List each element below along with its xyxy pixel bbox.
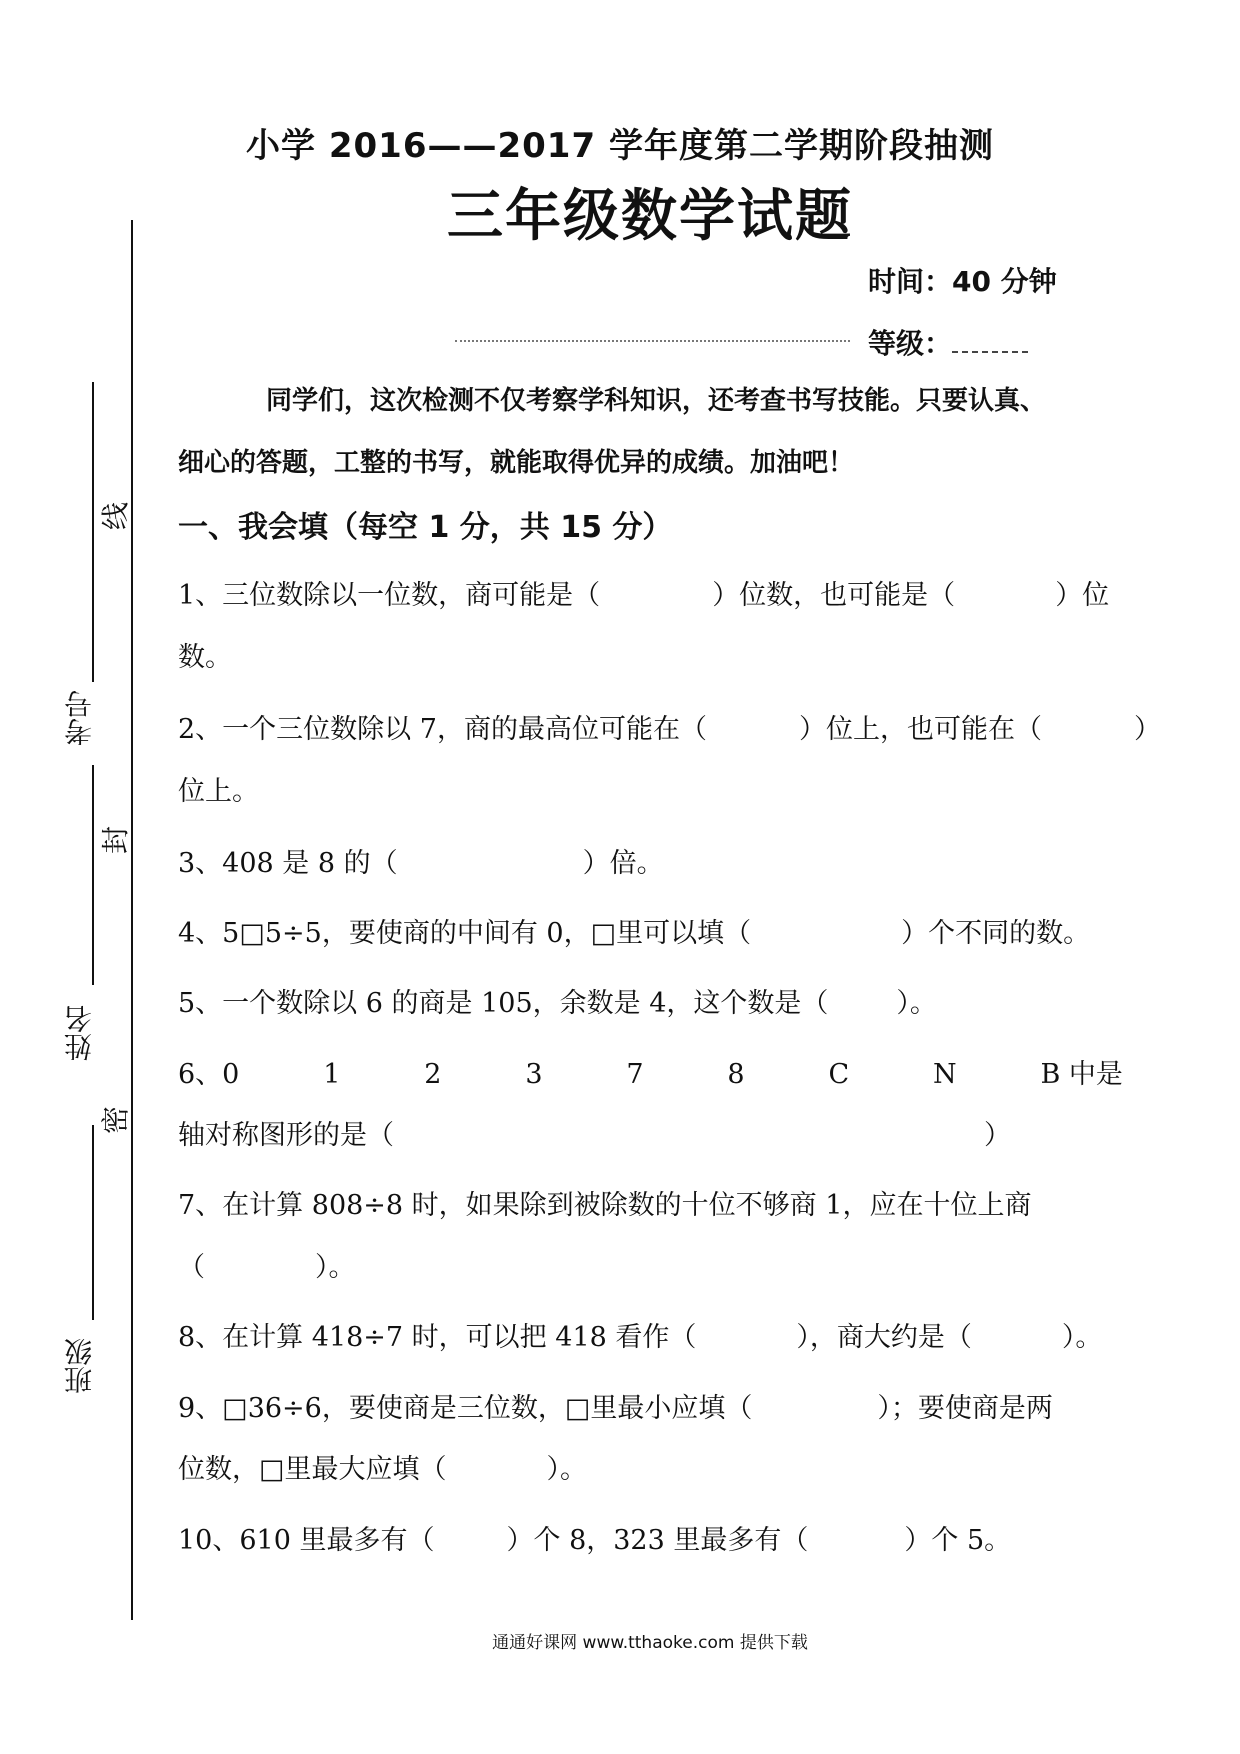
q9-text-a: 9、□36÷6，要使商是三位数，□里最小应填（ (178, 1393, 753, 1424)
name-label: 姓名 (63, 1005, 96, 1061)
q5-text-a: 5、一个数除以 6 的商是 105，余数是 4，这个数是（ (178, 988, 829, 1019)
question-9 (178, 1391, 1138, 1427)
q6-line2-a: 轴对称图形的是（ (178, 1120, 394, 1151)
exam-title: 三年级数学试题 (447, 184, 853, 249)
q1-text-c: ）位 (1055, 580, 1110, 611)
question-7: 7、在计算 808÷8 时，如果除到被除数的十位不够商 1，应在十位上商 (178, 1190, 1032, 1221)
q7-line2-b: ）。 (315, 1252, 356, 1283)
q6-line2-b: ） (984, 1120, 1011, 1151)
q6-item: 7 (626, 1059, 644, 1090)
question-1-line2: 数。 (178, 642, 232, 673)
intro-line-1: 同学们，这次检测不仅考察学科知识，还考查书写技能。只要认真、 (266, 386, 1047, 416)
q4-text-a: 4、5□5÷5，要使商的中间有 0，□里可以填（ (178, 918, 752, 949)
binding-line (131, 220, 133, 1620)
seal-char-feng: 封 (99, 825, 133, 855)
question-6 (178, 1057, 1138, 1093)
section-heading: 一、我会填（每空 1 分，共 15 分） (178, 510, 673, 545)
question-2-line2: 位上。 (178, 776, 259, 807)
dotted-separator (455, 340, 850, 342)
q6-item: 3 (525, 1059, 543, 1090)
q2-text-c: ） (1133, 714, 1161, 745)
seal-char-xian: 线 (99, 501, 133, 531)
question-10 (178, 1523, 1138, 1559)
exam-subtitle: 小学 2016——2017 学年度第二学期阶段抽测 (246, 126, 994, 166)
q1-text-a: 1、三位数除以一位数，商可能是（ (178, 580, 601, 611)
question-5 (178, 986, 1138, 1022)
q3-text-a: 3、408 是 8 的（ (178, 848, 398, 879)
q2-text-a: 2、一个三位数除以 7，商的最高位可能在（ (178, 714, 707, 745)
kaohao-field-line (92, 382, 94, 682)
question-8 (178, 1320, 1138, 1356)
q6-item: 8 (727, 1059, 745, 1090)
question-6-line2 (178, 1118, 1138, 1154)
q10-text-a: 10、610 里最多有（ (178, 1525, 435, 1556)
q10-text-b: ）个 8，323 里最多有（ (506, 1525, 809, 1556)
xingming-field-line (92, 765, 94, 985)
q6-item: B 中是 (1040, 1059, 1123, 1090)
question-7-line2 (178, 1250, 1138, 1286)
exam-number-label: 考号 (63, 690, 96, 746)
q9-text-b: ）；要使商是两 (877, 1393, 1053, 1424)
q6-item: 6、0 (178, 1059, 240, 1090)
q8-text-c: ）。 (1061, 1322, 1103, 1353)
q1-text-b: ）位数，也可能是（ (712, 580, 956, 611)
grade-row (868, 322, 1028, 362)
q5-text-b: ）。 (896, 988, 937, 1019)
intro-line-2: 细心的答题，工整的书写，就能取得优异的成绩。加油吧！ (178, 448, 855, 478)
q10-text-c: ）个 5。 (904, 1525, 1012, 1556)
q6-item: N (932, 1059, 957, 1090)
q3-text-b: ）倍。 (582, 848, 664, 879)
symbol-row (178, 1057, 1123, 1093)
q6-item: 1 (323, 1059, 341, 1090)
question-9-line2 (178, 1452, 1138, 1488)
q4-text-b: ）个不同的数。 (901, 918, 1091, 949)
intro-text (178, 370, 1138, 494)
class-label: 班级 (63, 1338, 96, 1394)
q8-text-b: ），商大约是（ (796, 1322, 972, 1353)
q8-text-a: 8、在计算 418÷7 时，可以把 418 看作（ (178, 1322, 697, 1353)
question-1 (178, 578, 1138, 614)
grade-blank (952, 327, 1028, 353)
q7-line2-a: （ (178, 1252, 205, 1283)
banji-field-line (92, 1125, 94, 1320)
question-3 (178, 846, 1138, 882)
q6-item: 2 (424, 1059, 442, 1090)
time-label: 时间：40 分钟 (868, 265, 1057, 298)
q2-text-b: ）位上，也可能在（ (798, 714, 1042, 745)
seal-char-mi: 密 (99, 1105, 133, 1135)
question-4 (178, 916, 1138, 952)
question-2 (178, 712, 1161, 748)
q9-line2-b: ）。 (546, 1454, 588, 1485)
grade-label: 等级： (868, 327, 953, 360)
q9-line2-a: 位数，□里最大应填（ (178, 1454, 447, 1485)
download-footer: 通通好课网 www.tthaoke.com 提供下载 (492, 1633, 808, 1653)
q6-item: C (828, 1059, 850, 1090)
